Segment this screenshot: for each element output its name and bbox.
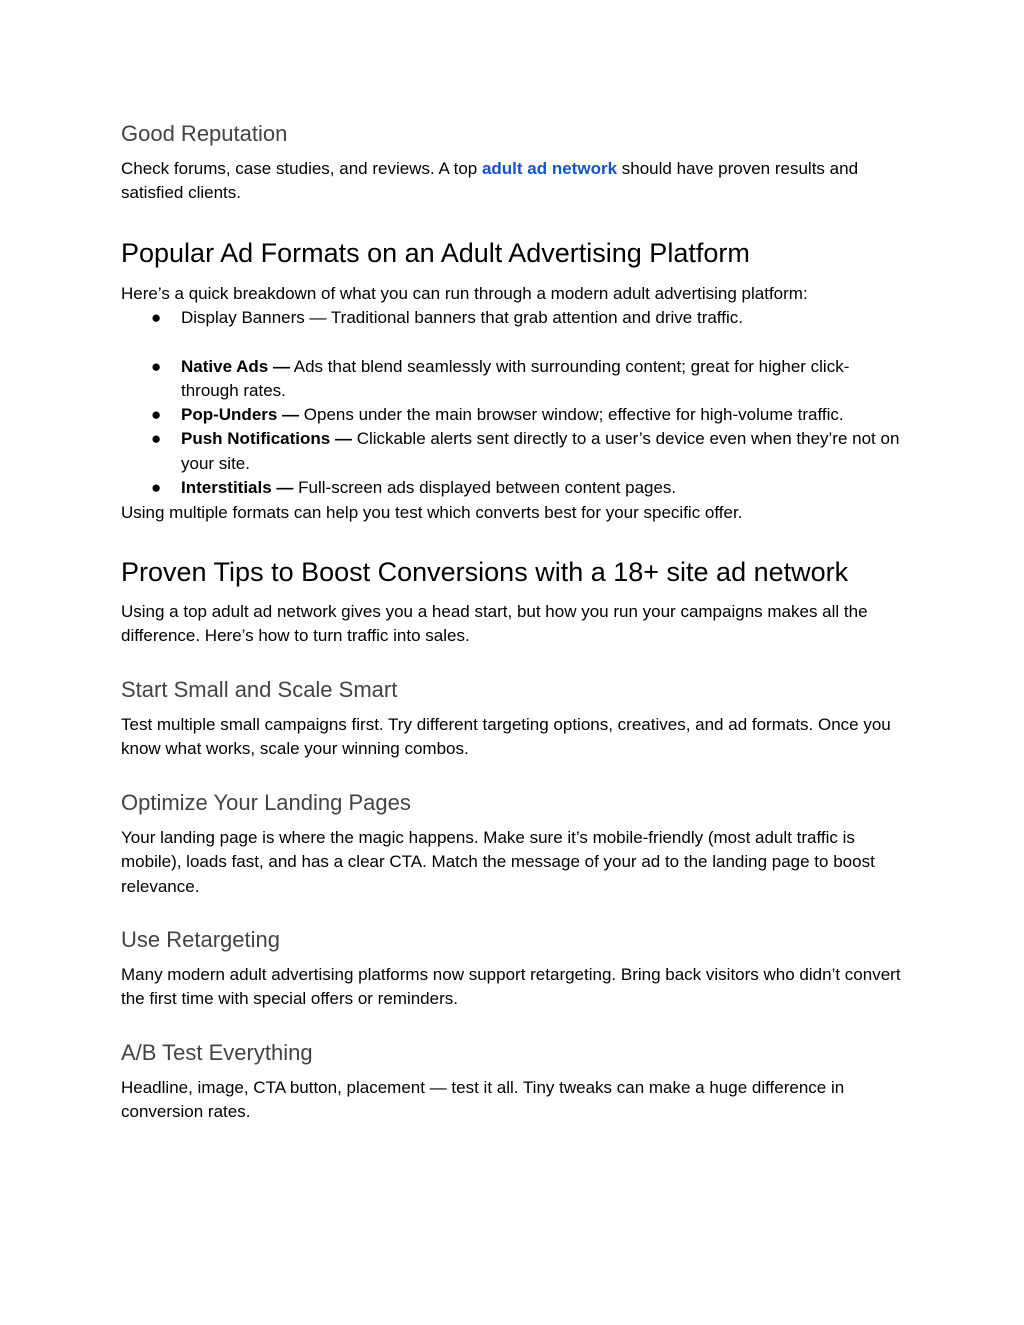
heading-retargeting: Use Retargeting — [121, 927, 280, 952]
bullet-icon: ● — [151, 478, 162, 498]
heading-ab-test: A/B Test Everything — [121, 1040, 313, 1065]
bullet-icon: ● — [151, 429, 162, 449]
heading-ad-formats: Popular Ad Formats on an Adult Advertising Platform — [121, 238, 750, 268]
list-item-pop-unders: ● Pop-Unders — Opens under the main browser window; effective for high-volume traffic. — [121, 403, 906, 427]
list-item-display-banners: ● Display Banners — Traditional banners that grab attention and drive traffic. — [121, 306, 906, 330]
bullet-icon: ● — [151, 356, 162, 376]
list-item-interstitials: ● Interstitials — Full-screen ads displayed between content pages. — [121, 476, 906, 500]
bullet-icon: ● — [151, 405, 162, 425]
bullet-icon: ● — [151, 308, 162, 327]
heading-good-reputation: Good Reputation — [121, 121, 288, 146]
paragraph-good-reputation: Check forums, case studies, and reviews. A top adult ad network should have proven results and satisfied clients. — [121, 159, 859, 203]
list-item-push-notifications: ● Push Notifications — Clickable alerts sent directly to a user’s device even when they’re not on your site. — [151, 429, 900, 473]
paragraph-proven-tips: Using a top adult ad network gives you a head start, but how you run your campaigns makes all the difference. Here’s how to turn traffic into sales. — [121, 602, 868, 646]
paragraph-start-small: Test multiple small campaigns first. Try different targeting options, creatives, and ad formats. Once you know what works, scale your winning combos. — [121, 715, 891, 759]
paragraph-retargeting: Many modern adult advertising platforms now support retargeting. Bring back visitors who didn’t convert the first time with special offers or reminders. — [121, 965, 901, 1009]
paragraph-ad-formats-intro: Here’s a quick breakdown of what you can run through a modern adult advertising platform: — [121, 284, 808, 303]
paragraph-ab-test: Headline, image, CTA button, placement — test it all. Tiny tweaks can make a huge difference in conversion rates. — [121, 1078, 845, 1122]
adult-ad-network-link[interactable]: adult ad network — [481, 159, 618, 178]
paragraph-ad-formats-outro: Using multiple formats can help you test which converts best for your specific offer. — [121, 503, 743, 522]
ad-formats-list — [121, 306, 906, 500]
paragraph-landing-pages: Your landing page is where the magic happens. Make sure it’s mobile-friendly (most adult traffic is mobile), loads fast, and has a clear CTA. Match the message of your ad to the landing page to boost relevance. — [121, 828, 875, 896]
list-item-native-ads: ● Native Ads — Ads that blend seamlessly with surrounding content; great for higher click-through rates. — [151, 356, 850, 400]
heading-landing-pages: Optimize Your Landing Pages — [121, 790, 411, 815]
heading-proven-tips: Proven Tips to Boost Conversions with a 18+ site ad network — [121, 557, 849, 587]
heading-start-small: Start Small and Scale Smart — [121, 677, 398, 702]
